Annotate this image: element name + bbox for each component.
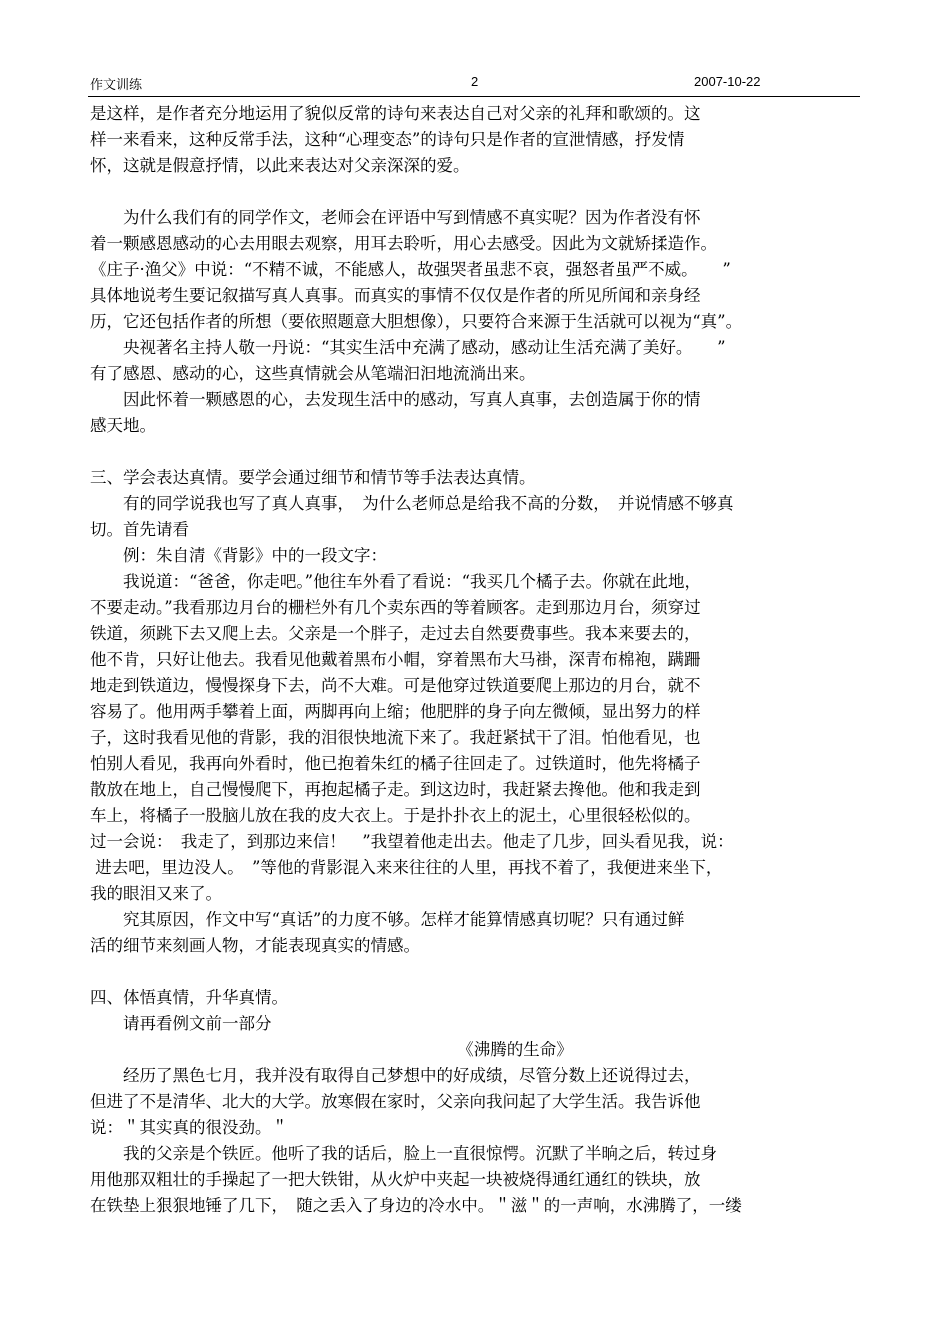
text-line: 样一来看来，这种反常手法，这种“心理变态”的诗句只是作者的宣泄情感，抒发情 <box>90 130 685 149</box>
paragraph-gap <box>90 959 860 985</box>
paragraph-gap <box>90 179 860 205</box>
section-heading-3: 三、学会表达真情。要学会通过细节和情节等手法表达真情。 <box>90 468 536 487</box>
header-title: 作文训练 <box>90 77 143 92</box>
text-line: 央视著名主持人敬一丹说：“其实生活中充满了感动，感动让生活充满了美好。 ” <box>90 338 726 357</box>
text-line: 为什么我们有的同学作文，老师会在评语中写到情感不真实呢？因为作者没有怀 <box>90 208 701 227</box>
quote-line: 我说道：“爸爸，你走吧。”他往车外看了看说：“我买几个橘子去。你就在此地， <box>90 572 702 591</box>
header-date: 2007-10-22 <box>694 74 761 89</box>
text-line: 切。首先请看 <box>90 520 189 539</box>
essay-line: 在铁垫上狠狠地锤了几下， 随之丢入了身边的冷水中。＂滋＂的一声响，水沸腾了，一缕 <box>90 1196 742 1215</box>
essay-line: 经历了黑色七月，我并没有取得自己梦想中的好成绩，尽管分数上还说得过去， <box>90 1066 701 1085</box>
quote-line: 怕别人看见，我再向外看时，他已抱着朱红的橘子往回走了。过铁道时，他先将橘子 <box>90 754 701 773</box>
text-line: 怀，这就是假意抒情，以此来表达对父亲深深的爱。 <box>90 156 470 175</box>
text-line: 因此怀着一颗感恩的心，去发现生活中的感动，写真人真事，去创造属于你的情 <box>90 390 701 409</box>
text-line: 是这样，是作者充分地运用了貌似反常的诗句来表达自己对父亲的礼拜和歌颂的。这 <box>90 104 701 123</box>
text-line: 活的细节来刻画人物，才能表现真实的情感。 <box>90 936 420 955</box>
essay-line: 但进了不是清华、北大的大学。放寒假在家时，父亲向我问起了大学生活。我告诉他 <box>90 1092 701 1111</box>
quote-line: 他不肯，只好让他去。我看见他戴着黑布小帽，穿着黑布大马褂，深青布棉袍，蹒跚 <box>90 650 701 669</box>
essay-line: 用他那双粗壮的手操起了一把大铁钳，从火炉中夹起一块被烧得通红通红的铁块，放 <box>90 1170 701 1189</box>
text-line: 具体地说考生要记叙描写真人真事。而真实的事情不仅仅是作者的所见所闻和亲身经 <box>90 286 701 305</box>
essay-line: 说：＂其实真的很没劲。＂ <box>90 1118 288 1137</box>
quote-line: 容易了。他用两手攀着上面，两脚再向上缩；他肥胖的身子向左微倾，显出努力的样 <box>90 702 701 721</box>
paragraph-gap <box>90 439 860 465</box>
text-line: 请再看例文前一部分 <box>90 1014 272 1033</box>
quote-line: 过一会说： 我走了，到那边来信！ ”我望着他走出去。他走了几步，回头看见我，说： <box>90 832 734 851</box>
text-line: 例：朱自清《背影》中的一段文字： <box>90 546 387 565</box>
text-line: 有的同学说我也写了真人真事， 为什么老师总是给我不高的分数， 并说情感不够真 <box>90 494 734 513</box>
quote-line: 不要走动。”我看那边月台的栅栏外有几个卖东西的等着顾客。走到那边月台，须穿过 <box>90 598 701 617</box>
quote-line: 车上，将橘子一股脑儿放在我的皮大衣上。于是扑扑衣上的泥土，心里很轻松似的。 <box>90 806 701 825</box>
quote-line: 散放在地上，自己慢慢爬下，再抱起橘子走。到这边时，我赶紧去搀他。他和我走到 <box>90 780 701 799</box>
quote-line: 铁道，须跳下去又爬上去。父亲是一个胖子，走过去自然要费事些。我本来要去的， <box>90 624 701 643</box>
header-page-number: 2 <box>471 74 479 89</box>
quote-line: 我的眼泪又来了。 <box>90 884 222 903</box>
text-line: 历，它还包括作者的所想（要依照题意大胆想像），只要符合来源于生活就可以视为“真”。 <box>90 312 743 331</box>
quote-line: 地走到铁道边，慢慢探身下去，尚不大难。可是他穿过铁道要爬上那边的月台，就不 <box>90 676 701 695</box>
quote-line: 子，这时我看见他的背影，我的泪很快地流下来了。我赶紧拭干了泪。怕他看见，也 <box>90 728 701 747</box>
text-line: 《庄子·渔父》中说：“不精不诚，不能感人，故强哭者虽悲不哀，强怒者虽严不威。 ” <box>90 260 731 279</box>
section-heading-4: 四、体悟真情，升华真情。 <box>90 988 288 1007</box>
quote-line: 进去吧，里边没人。 ”等他的背影混入来来往往的人里，再找不着了，我便进来坐下， <box>90 858 723 877</box>
text-line: 感天地。 <box>90 416 156 435</box>
header-divider <box>88 96 860 97</box>
text-line: 有了感恩、感动的心，这些真情就会从笔端汩汩地流淌出来。 <box>90 364 536 383</box>
page-header <box>88 74 860 96</box>
text-line: 着一颗感恩感动的心去用眼去观察，用耳去聆听，用心去感受。因此为文就矫揉造作。 <box>90 234 717 253</box>
document-body <box>90 101 860 1219</box>
essay-title: 《沸腾的生命》 <box>457 1040 573 1059</box>
text-line: 究其原因，作文中写“真话”的力度不够。怎样才能算情感真切呢？只有通过鲜 <box>90 910 685 929</box>
essay-line: 我的父亲是个铁匠。他听了我的话后，脸上一直很惊愕。沉默了半晌之后，转过身 <box>90 1144 717 1163</box>
